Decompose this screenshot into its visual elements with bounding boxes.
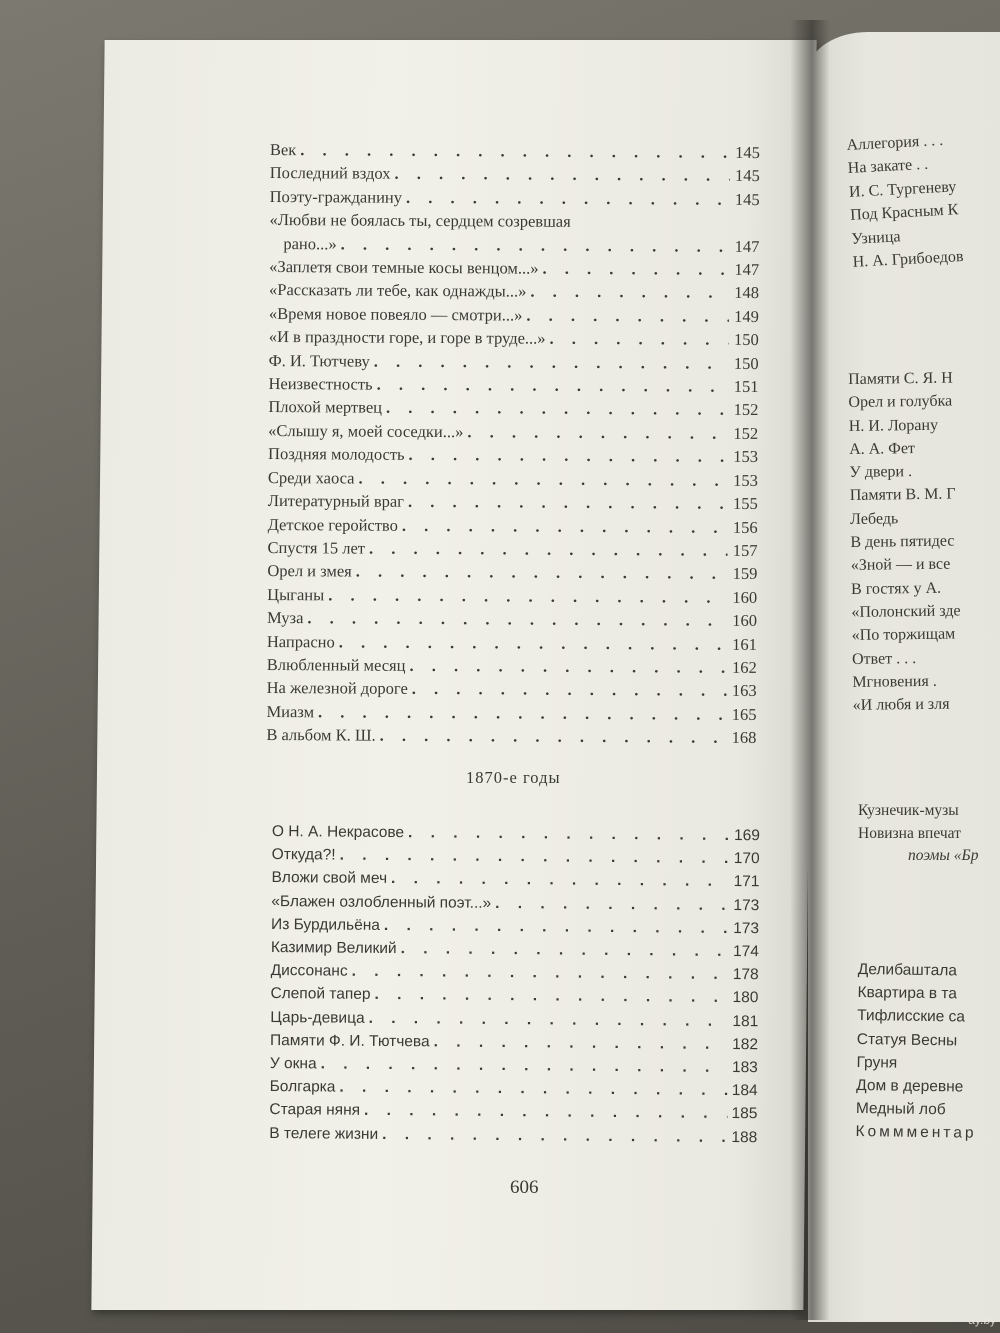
toc-entry-page: 150 xyxy=(733,353,759,373)
toc-entry xyxy=(269,325,759,351)
toc-entry-page: 169 xyxy=(733,827,760,845)
toc-leader-dots xyxy=(530,280,729,305)
toc-entry-title: Последний вздох xyxy=(269,163,391,184)
toc-entry-page: 185 xyxy=(731,1105,758,1123)
right-page-entry: Новизна впечат xyxy=(858,824,961,842)
toc-entry xyxy=(269,349,759,375)
toc-entry-page: 178 xyxy=(732,966,759,984)
toc-entry-title: Детское геройство xyxy=(267,514,398,535)
toc-entry-title: «Любви не боялась ты, сердцем созревшая xyxy=(269,210,571,232)
toc-leader-dots xyxy=(339,1076,727,1103)
toc-entry-title: На железной дороге xyxy=(266,678,408,699)
toc-entry-page: 153 xyxy=(733,470,758,490)
toc-entry-title: Плохой мертвец xyxy=(268,397,383,418)
toc-entry-title: Поэту-гражданину xyxy=(269,186,403,207)
toc-leader-dots xyxy=(340,844,730,871)
toc-entry-title: Век xyxy=(269,139,297,160)
toc-leader-dots xyxy=(300,138,730,164)
toc-entry-title: Муза xyxy=(267,608,304,628)
toc-entry-page: 161 xyxy=(732,634,757,654)
toc-entry-title: «И в праздности горе, и горе в труде...» xyxy=(268,327,546,348)
toc-entry xyxy=(269,255,759,281)
right-page-entry: «И любя и зля xyxy=(852,695,950,715)
toc-entry-title: У окна xyxy=(269,1055,317,1073)
toc-entry-title: Из Бурдильёна xyxy=(271,915,381,934)
right-page-list-middle xyxy=(848,366,1000,718)
toc-entry xyxy=(269,278,759,304)
toc-entry-page: 157 xyxy=(732,540,758,560)
watermark: ay.by xyxy=(968,1313,996,1327)
toc-leader-dots xyxy=(408,490,728,515)
toc-entry-page: 183 xyxy=(731,1059,758,1077)
toc-leader-dots xyxy=(412,677,727,702)
right-page-entry: Делибаштала xyxy=(857,960,958,980)
toc-entry xyxy=(268,419,758,445)
toc-entry-title: О Н. А. Некрасове xyxy=(271,822,405,842)
toc-leader-dots xyxy=(369,1006,729,1032)
toc-entry-page: 165 xyxy=(731,704,757,724)
right-page-entry: Кузнечик-музы xyxy=(858,802,959,819)
toc-entry-title: Влюбленный месяц xyxy=(266,654,406,675)
toc-leader-dots xyxy=(369,537,728,563)
right-page-entry: «Полонский зде xyxy=(851,602,961,621)
toc-entry xyxy=(269,232,759,258)
toc-entry-title: «Рассказать ли тебе, как однажды...» xyxy=(269,280,527,302)
toc-entry-title: Памяти Ф. И. Тютчева xyxy=(270,1031,430,1051)
right-page-entry: Орел и голубка xyxy=(848,392,953,412)
toc-entry-page: 184 xyxy=(731,1082,758,1100)
toc-leader-dots xyxy=(550,327,729,352)
toc-entry-title: Откуда?! xyxy=(271,846,336,864)
toc-leader-dots xyxy=(542,257,729,282)
right-page-entry: У двери . xyxy=(849,463,913,482)
toc-entry-title: Болгарка xyxy=(269,1078,336,1096)
toc-entry-page: 173 xyxy=(733,896,760,914)
toc-entry-title: Царь-девица xyxy=(270,1008,365,1027)
toc-leader-dots xyxy=(377,373,729,399)
toc-leader-dots xyxy=(409,443,729,468)
toc-entry-title: «Заплетя свои темные косы венцом...» xyxy=(269,257,539,278)
right-page-list-top xyxy=(846,125,1000,274)
toc-entry-title: Миазм xyxy=(266,701,315,722)
section-heading: 1870-е годы xyxy=(466,768,561,787)
toc-leader-dots xyxy=(434,1030,729,1056)
toc-entry-page: 180 xyxy=(732,989,759,1007)
toc-entry xyxy=(266,700,756,726)
toc-entry-page: 160 xyxy=(732,610,758,631)
toc-leader-dots xyxy=(382,1123,727,1149)
page-number: 606 xyxy=(510,1177,539,1198)
toc-entry-page: 160 xyxy=(732,587,758,607)
right-page-entry: «По торжищам xyxy=(851,625,956,645)
toc-entry-title: Литературный враг xyxy=(267,491,405,511)
right-page-entry: И. С. Тургеневу xyxy=(848,178,957,201)
toc-entry-title: Старая няня xyxy=(269,1101,361,1120)
toc-entry-title: Цыганы xyxy=(267,584,325,605)
right-page-entry: В день пятидес xyxy=(850,532,955,552)
toc-entry-page: 145 xyxy=(735,142,760,162)
toc-entry-page: 171 xyxy=(733,873,760,891)
toc-leader-dots xyxy=(358,466,728,492)
toc-entry xyxy=(268,442,758,468)
right-page-entry: Тифлисские са xyxy=(857,1007,966,1026)
right-page-entry: Н. А. Грибоедов xyxy=(852,248,964,271)
toc-entry-title: Диссонанс xyxy=(270,962,348,980)
right-page-entry: Дом в деревне xyxy=(856,1077,964,1096)
toc-entry xyxy=(270,138,760,164)
toc-entry xyxy=(269,302,759,328)
toc-entry-title: Неизвестность xyxy=(268,374,373,394)
right-page-entry: Памяти С. Я. Н xyxy=(848,369,953,388)
toc-leader-dots xyxy=(406,186,730,211)
right-page-entry: Ответ . . . xyxy=(851,649,917,668)
right-page-entry: На закате . . xyxy=(847,156,929,178)
toc-entry xyxy=(268,466,758,492)
toc-leader-dots xyxy=(409,654,726,679)
toc-entry-title: Ф. И. Тютчеву xyxy=(268,350,370,371)
toc-entry-title: «Время новое повеяло — смотри...» xyxy=(268,303,523,325)
right-page-entry: Мгновения . xyxy=(852,672,937,691)
toc-entry xyxy=(267,630,757,656)
toc-leader-dots xyxy=(318,700,727,726)
toc-leader-dots xyxy=(394,162,729,187)
toc-entry xyxy=(266,723,756,749)
toc-leader-dots xyxy=(402,513,728,538)
toc-leader-dots xyxy=(401,937,729,963)
toc-entry-title: «Слышу я, моей соседки...» xyxy=(268,420,464,442)
toc-entry-title: Среди хаоса xyxy=(267,467,355,488)
toc-entry-page: 174 xyxy=(732,943,759,961)
toc-entry-page: 145 xyxy=(734,189,760,209)
toc-entry-title: Поздняя молодость xyxy=(268,444,405,465)
toc-leader-dots xyxy=(374,349,729,375)
right-page-entry: Статуя Весны xyxy=(856,1030,958,1050)
toc-leader-dots xyxy=(495,892,729,917)
right-page-entry: Памяти В. М. Г xyxy=(849,485,956,505)
toc-entry xyxy=(267,583,757,609)
right-page-entry: В гостях у А. xyxy=(850,579,942,598)
toc-leader-dots xyxy=(374,983,728,1009)
toc-leader-dots xyxy=(352,960,729,986)
toc-entry-page: 181 xyxy=(732,1012,759,1030)
toc-leader-dots xyxy=(526,303,729,328)
toc-entry-page: 170 xyxy=(733,850,760,868)
toc-entry-page: 145 xyxy=(734,166,760,186)
toc-leader-dots xyxy=(364,1099,728,1125)
toc-entry-title: Слепой тапер xyxy=(270,985,371,1004)
toc-entry-title: В альбом К. Ш. xyxy=(266,725,376,745)
right-page-entry: А. А. Фет xyxy=(849,439,916,458)
toc-entry-page: 153 xyxy=(733,447,759,467)
toc-entry xyxy=(270,161,760,187)
toc-entry-page: 173 xyxy=(733,919,760,938)
toc-leader-dots xyxy=(467,420,728,445)
toc-entry xyxy=(267,536,757,562)
toc-leader-dots xyxy=(341,232,730,258)
book-gutter xyxy=(790,20,830,1320)
right-page-entry: Квартира в та xyxy=(857,984,958,1003)
toc-entry-page: 159 xyxy=(732,564,758,584)
toc-leader-dots xyxy=(386,396,728,421)
toc-entry-title: Вложи свой меч xyxy=(271,869,388,888)
toc-entry xyxy=(268,512,758,538)
right-page-entry: Груня xyxy=(856,1053,898,1072)
toc-leader-dots xyxy=(328,583,727,609)
toc-entry-page: 150 xyxy=(733,330,759,350)
toc-leader-dots xyxy=(384,914,729,940)
toc-entry-page: 147 xyxy=(734,259,760,280)
right-page-entry: Аллегория . . . xyxy=(846,131,944,154)
toc-entry-page: 188 xyxy=(731,1128,758,1146)
right-page-entry: Коммментар xyxy=(855,1123,977,1143)
toc-entry-page: 162 xyxy=(731,657,757,677)
right-page-entry: Узница xyxy=(851,227,901,248)
toc-entry xyxy=(270,185,760,211)
right-page-entry: поэмы «Бр xyxy=(908,847,979,864)
table-of-contents xyxy=(266,138,760,750)
right-page-entry: Н. И. Лорану xyxy=(848,416,939,435)
toc-entry-page: 155 xyxy=(732,493,758,514)
toc-entry-page: 163 xyxy=(731,681,757,701)
right-page-entry: «Зной — и все xyxy=(850,555,951,575)
toc-entry xyxy=(267,606,757,632)
right-page-list-bottom xyxy=(855,958,1000,1146)
table-of-contents-1870s xyxy=(269,820,760,1149)
toc-leader-dots xyxy=(339,630,727,656)
toc-entry-title: В телеге жизни xyxy=(269,1124,379,1143)
toc-entry xyxy=(269,1122,757,1149)
toc-leader-dots xyxy=(356,560,728,586)
toc-entry-page: 152 xyxy=(733,423,759,443)
toc-entry-page: 182 xyxy=(732,1035,759,1054)
toc-entry-page: 149 xyxy=(734,306,759,326)
toc-entry-page: 148 xyxy=(734,283,760,303)
toc-entry xyxy=(269,208,759,234)
toc-leader-dots xyxy=(391,867,730,893)
toc-leader-dots xyxy=(408,821,730,847)
toc-entry-title: рано...» xyxy=(283,233,337,254)
toc-leader-dots xyxy=(307,606,727,632)
toc-entry xyxy=(268,395,758,421)
toc-entry-page: 156 xyxy=(732,517,758,537)
right-page-entry: Лебедь xyxy=(849,510,899,528)
toc-entry-page: 151 xyxy=(733,376,759,397)
toc-entry xyxy=(268,372,758,398)
toc-entry-page: 147 xyxy=(734,236,760,256)
right-page-entry: Медный лоб xyxy=(855,1100,946,1119)
toc-leader-dots xyxy=(380,724,727,750)
toc-entry xyxy=(267,676,757,702)
toc-entry xyxy=(267,653,757,679)
toc-entry xyxy=(267,559,757,585)
toc-entry xyxy=(268,489,758,515)
toc-entry-title: Спустя 15 лет xyxy=(267,537,366,558)
toc-entry-title: Орел и змея xyxy=(267,561,352,581)
toc-entry-page: 152 xyxy=(733,400,759,420)
toc-entry-title: Казимир Великий xyxy=(270,939,397,958)
toc-entry-title: «Блажен озлобленный поэт...» xyxy=(271,892,492,912)
right-page-list-lower xyxy=(858,800,1000,868)
toc-entry-page: 168 xyxy=(731,727,757,748)
toc-entry-title: Напрасно xyxy=(266,631,335,651)
right-page-entry: Под Красным К xyxy=(849,201,959,225)
